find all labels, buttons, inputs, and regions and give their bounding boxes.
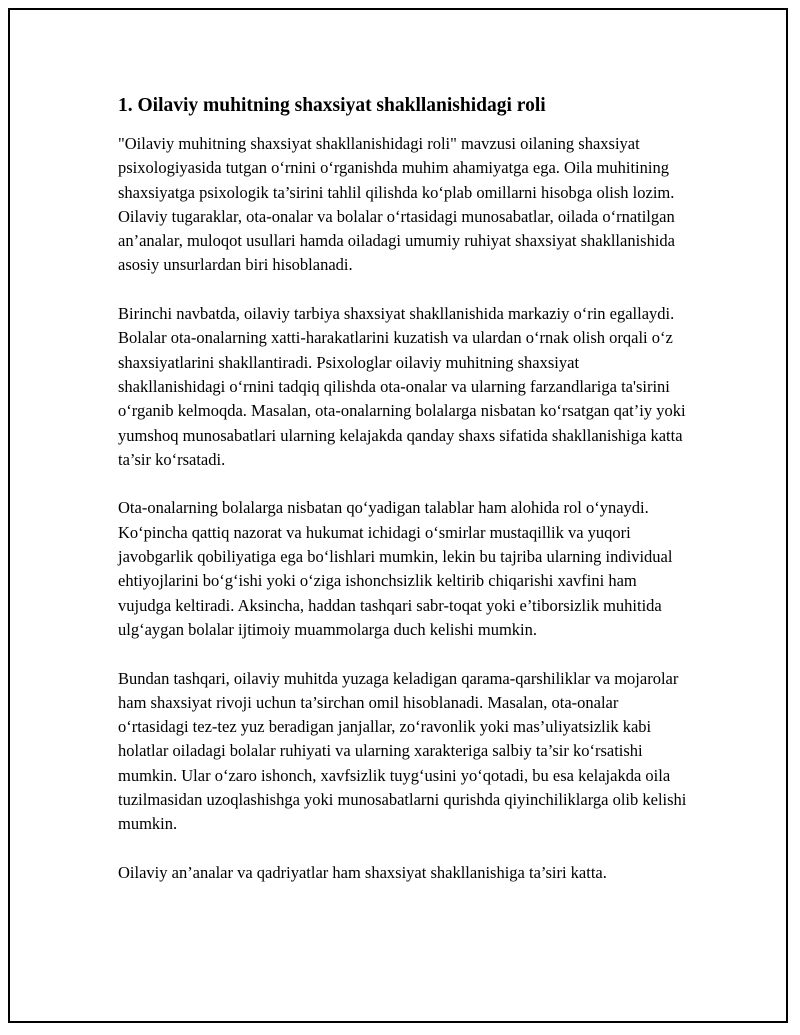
paragraph-4: Bundan tashqari, oilaviy muhitda yuzaga keladigan qarama-qarshiliklar va mojarolar ham shaxsiyat rivoji uchun ta’sirchan omil hisoblanadi. Masalan, ota-onalar o‘rtasidagi tez-tez yuz beradigan janjallar, zo‘ravonlik yoki mas’uliyatsizlik kabi holatlar oiladagi bolalar ruhiyati va ularning xarakteriga salbiy ta’sir ko‘rsatishi mumkin. Ular o‘zaro ishonch, xavfsizlik tuyg‘usini yo‘qotadi, bu esa kelajakda oila tuzilmasidan uzoqlashishga yoki munosabatlarni qurishda qiyinchiliklarga olib kelishi mumkin. [118,668,687,834]
document-body [118,94,690,910]
section-heading: 1. Oilaviy muhitning shaxsiyat shakllanishidagi roli [118,95,546,116]
paragraph-3: Ota-onalarning bolalarga nisbatan qo‘yadigan talablar ham alohida rol o‘ynaydi. Ko‘pincha qattiq nazorat va hukumat ichidagi o‘smirlar mustaqillik va yuqori javobgarlik qobiliyatiga ega bo‘lishlari mumkin, lekin bu tajriba ularning individual ehtiyojlarini bo‘g‘ishi yoki o‘ziga ishonchsizlik keltirib chiqarishi xavfini ham vujudga keltiradi. Aksincha, haddan tashqari sabr-toqat yoki e’tiborsizlik muhitida ulg‘aygan bolalar ijtimoiy muammolarga duch kelishi mumkin. [118,498,673,639]
paragraph-2: Birinchi navbatda, oilaviy tarbiya shaxsiyat shakllanishida markaziy o‘rin egallaydi. Bolalar ota-onalarning xatti-harakatlarini kuzatish va ulardan o‘rnak olish orqali o‘z shaxsiyatlarini shakllantiradi. Psixologlar oilaviy muhitning shaxsiyat shakllanishidagi o‘rnini tadqiq qilishda ota-onalar va ularning farzandlariga ta'sirini o‘rganib kelmoqda. Masalan, ota-onalarning bolalarga nisbatan ko‘rsatgan qat’iy yoki yumshoq munosabatlari ularning kelajakda qanday shaxs sifatida shakllanishiga katta ta’sir ko‘rsatadi. [118,304,686,469]
paragraph-5: Oilaviy an’analar va qadriyatlar ham shaxsiyat shakllanishiga ta’siri katta. [118,862,607,882]
paragraph-1: "Oilaviy muhitning shaxsiyat shakllanishidagi roli" mavzusi oilaning shaxsiyat psixologiyasida tutgan o‘rnini o‘rganishda muhim ahamiyatga ega. Oila muhitining shaxsiyatga psixologik ta’sirini tahlil qilishda ko‘plab omillarni hisobga olish lozim. Oilaviy tugaraklar, ota-onalar va bolalar o‘rtasidagi munosabatlar, oilada o‘rnatilgan an’analar, muloqot usullari hamda oiladagi umumiy ruhiyat shaxsiyat shakllanishida asosiy unsurlardan biri hisoblanadi. [118,134,676,275]
